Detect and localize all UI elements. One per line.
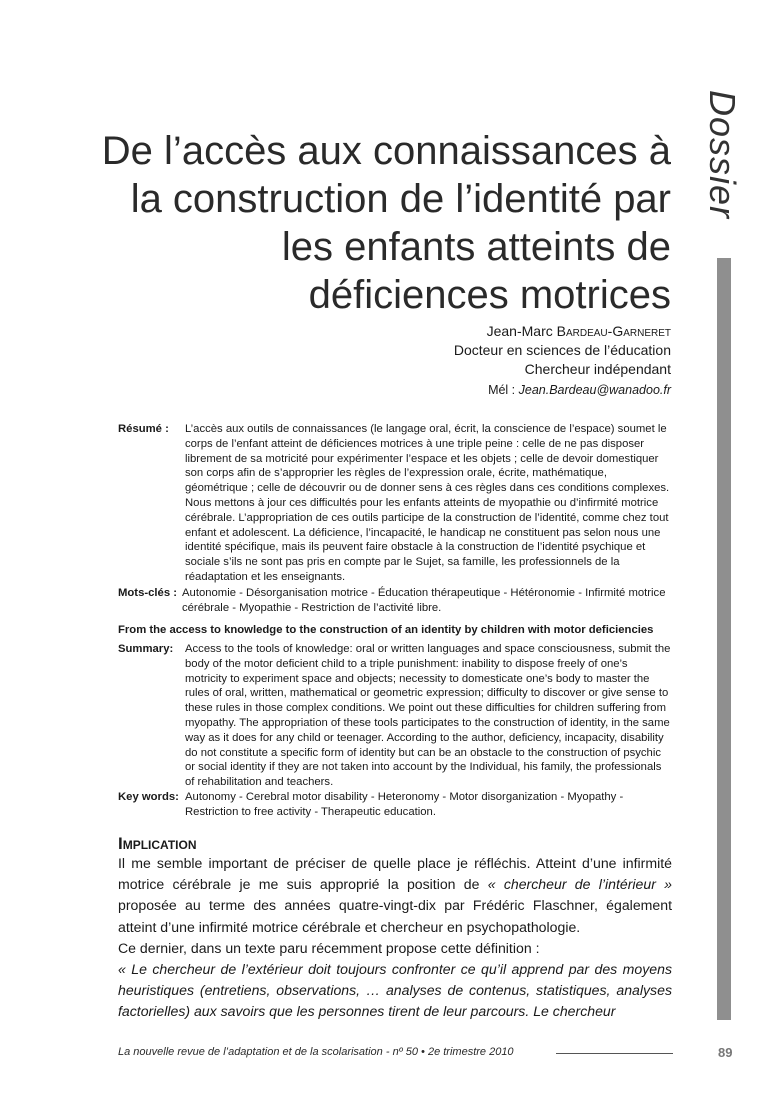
key-words-label: Key words: [118, 791, 179, 803]
key-words-text: Autonomy - Cerebral motor disability - Heteronomy - Motor disorganization - Myopathy - Restriction to free activity - Therapeutic education. [185, 791, 624, 818]
section-label: Dossier [702, 90, 743, 220]
author-degree: Docteur en sciences de l’éducation [453, 342, 671, 358]
resume-section [118, 422, 672, 585]
key-words-section [118, 790, 672, 820]
resume-text: L’accès aux outils de connaissances (le langage oral, écrit, la conscience de l’espace) soumet le corps de l’enfant atteint de déficiences motrices à une triple peine : celle de ne pas disposer librement de sa motricité pour expérimenter l’espace et les objets ; celle de devoir domestiquer son corps afin de s’approprier les règles de l’expression orale, écrite, mathématique, géométrique ; celle de découvrir ou de donner sens à ces règles dans ces conditions complexes. Nous mettons à jour ces difficultés pour les enfants atteints de myopathie ou d’infirmité motrice cérébrale. L’appropriation de ces outils participe de la construction de l’identité, comme chez tout enfant et adolescent. La déficience, l’incapacité, le handicap ne constituent pas selon nous une identité spécifique, mais ils peuvent faire obstacle à la construction de l’identité psychique et sociale s’ils ne sont pas pris en compte par le Sujet, sa famille, les professionnels de la réadaptation et les enseignants. [185, 423, 670, 583]
author-name: Jean-Marc Bardeau-Garneret [486, 323, 671, 339]
body-paragraph: Il me semble important de préciser de quelle place je réfléchis. Atteint d’une infirmité motrice cérébrale je me suis approprié la position de « chercheur de l’intérieur » proposée au terme des années quatre-vingt-dix par Frédéric Flaschner, également atteint d’une infirmité motrice cérébrale et chercheur en psychopathologie. [118, 855, 672, 935]
mots-cles-text: Autonomie - Désorganisation motrice - Éducation thérapeutique - Hétéronomie - Infirmité motrice cérébrale - Myopathie - Restriction de l’activité libre. [182, 587, 666, 614]
summary-text: Access to the tools of knowledge: oral or written languages and space consciousness, submit the body of the motor deficient child to a triple punishment: inability to dispose freely of one’s motricity to experiment space and objects; necessity to domesticate one’s body to master the rules of oral, written, mathematical or geometric expression; difficulty to discover or give sense to these rules in those complex conditions. We point out these difficulties for children suffering from myopathy. The appropriation of these tools participates to the construction of identity, in the same way as it does for any child or teenager. According to the author, deficiency, incapacity, disability do not constitute a specific form of identity but can be an obstacle to the construction of psychic or social identity if they are not taken into account by the Individual, his family, the professionals of rehabilitation and teachers. [185, 643, 671, 789]
article-title: De l’accès aux connaissances à la construction de l’identité par les enfants atteints de déficiences motrices [101, 128, 671, 317]
author-email-line: Mél : Jean.Bardeau@wanadoo.fr [488, 383, 671, 397]
page-number: 89 [718, 1045, 733, 1060]
summary-section [118, 642, 672, 790]
resume-label: Résumé : [118, 423, 169, 435]
english-title: From the access to knowledge to the construction of an identity by children with motor deficiencies [118, 624, 654, 636]
mots-cles-section [118, 586, 672, 616]
section-heading: Implication [118, 834, 197, 853]
side-bar [717, 258, 731, 1020]
body-paragraph: Ce dernier, dans un texte paru récemment propose cette définition : [118, 939, 540, 956]
body-text [118, 853, 672, 1023]
footer-rule [556, 1053, 673, 1054]
author-position: Chercheur indépendant [524, 361, 671, 377]
email-link[interactable]: Jean.Bardeau@wanadoo.fr [518, 383, 671, 397]
body-quote: « Le chercheur de l’extérieur doit toujours confronter ce qu’il apprend par des moyens heuristiques (entretiens, observations, … analyses de contenus, statistiques, analyses factorielles) aux savoirs que les personnes tirent de leur parcours. Le chercheur [118, 961, 672, 1020]
author-block [271, 322, 671, 400]
mots-cles-label: Mots-clés : [118, 587, 178, 599]
footer-journal: La nouvelle revue de l’adaptation et de la scolarisation - nº 50 • 2e trimestre 2010 [118, 1046, 514, 1058]
summary-label: Summary: [118, 643, 174, 655]
